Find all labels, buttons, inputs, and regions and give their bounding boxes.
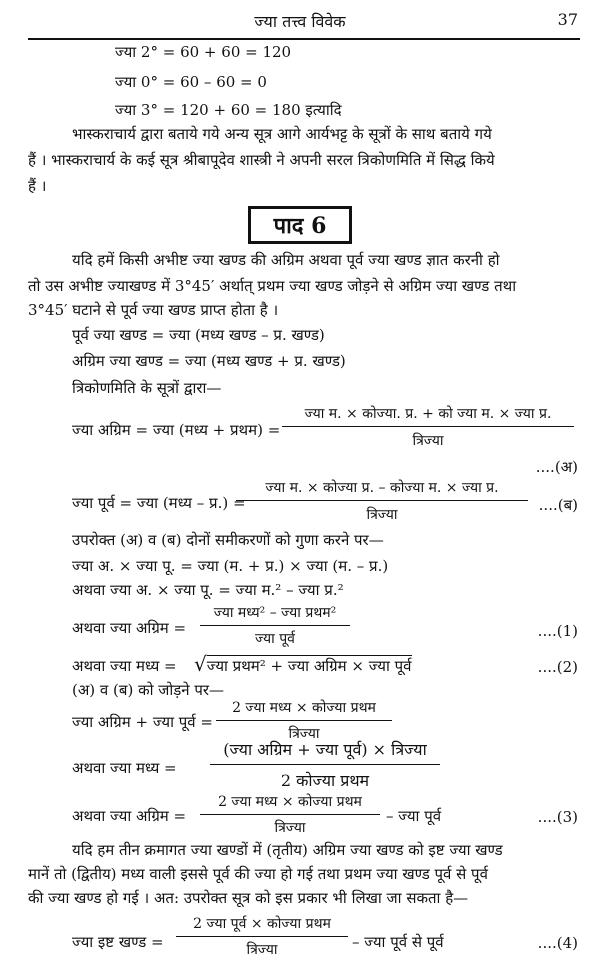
- fraction-bar: [216, 720, 392, 721]
- eq-4-rhs: – ज्या पूर्व से पूर्व: [352, 933, 444, 951]
- eq-sum-numerator: 2 ज्या मध्य × कोज्या प्रथम: [232, 700, 376, 716]
- fraction-bar: [200, 625, 350, 626]
- multiply-line-2: ज्या अ. × ज्या पू. = ज्या (म. + प्र.) × ज्या (म. – प्र.): [72, 557, 389, 575]
- para2-line-3: 3°45′ घटाने से पूर्व ज्या खण्ड प्राप्त होता है ।: [28, 301, 279, 319]
- eq-sum-denominator: त्रिज्या: [288, 726, 320, 742]
- intro-paragraph-line-2: हैं । भास्कराचार्य के कई सूत्र श्रीबापूदेव शास्त्री ने अपनी सरल त्रिकोणमिति में सिद्ध किये: [28, 151, 495, 169]
- eq-2-radical: [194, 652, 412, 676]
- eq-1-tag: ....(1): [537, 622, 578, 640]
- fraction-bar: [176, 936, 348, 937]
- multiply-line-3: अथवा ज्या अ. × ज्या पू. = ज्या म.² – ज्या प्र.²: [72, 581, 344, 599]
- eq-a-tag: ....(अ): [535, 458, 578, 476]
- para2-line-2: तो उस अभीष्ट ज्याखण्ड में 3°45′ अर्थात् प्रथम ज्या खण्ड जोड़ने से अग्रिम ज्या खण्ड तथा: [28, 277, 517, 295]
- square-root-sign: √: [194, 652, 207, 676]
- eq-4-tag: ....(4): [537, 934, 578, 952]
- eq-b-lhs: ज्या पूर्व = ज्या (मध्य – प्र.) =: [72, 494, 246, 512]
- eq-3-fraction: [200, 792, 380, 838]
- eq-1-fraction: [200, 603, 350, 649]
- para3-line-2: मानें तो (द्वितीय) मध्य वाली इससे पूर्व की ज्या हो गई तथा प्रथम ज्या खण्ड पूर्व से पूर्व: [28, 865, 488, 883]
- page-number: 37: [557, 10, 578, 29]
- eq-1-lhs: अथवा ज्या अग्रिम =: [72, 619, 187, 637]
- eq-3-denominator: त्रिज्या: [274, 820, 306, 836]
- eq-mid-fraction: [210, 738, 440, 792]
- eq-1-denominator: ज्या पूर्व: [255, 631, 295, 647]
- fraction-bar: [210, 764, 440, 765]
- eq-2-lhs: अथवा ज्या मध्य =: [72, 657, 177, 675]
- eq-mid-numerator: (ज्या अग्रिम + ज्या पूर्व) × त्रिज्या: [223, 740, 427, 759]
- eq-a-fraction: [282, 404, 574, 452]
- eq-a-numerator: ज्या म. × कोज्या. प्र. + को ज्या म. × ज्या प्र.: [304, 406, 552, 422]
- eq-3-tag: ....(3): [537, 808, 578, 826]
- add-intro: (अ) व (ब) को जोड़ने पर—: [72, 681, 225, 699]
- fraction-bar: [200, 814, 380, 815]
- definition-purva: पूर्व ज्या खण्ड = ज्या (मध्य खण्ड – प्र. खण्ड): [72, 326, 325, 344]
- trig-intro: त्रिकोणमिति के सूत्रों द्वारा—: [72, 379, 222, 397]
- eq-sum-lhs: ज्या अग्रिम + ज्या पूर्व =: [72, 713, 213, 731]
- eq-b-fraction: [236, 478, 528, 526]
- eq-b-tag: ....(ब): [538, 496, 578, 514]
- eq-a-denominator: त्रिज्या: [412, 433, 444, 449]
- eq-mid-lhs: अथवा ज्या मध्य =: [72, 759, 177, 777]
- eq-4-fraction: [176, 914, 348, 960]
- fraction-bar: [282, 426, 574, 427]
- eq-4-numerator: 2 ज्या पूर्व × कोज्या प्रथम: [193, 916, 331, 932]
- example-line-2: ज्या 0° = 60 – 60 = 0: [115, 73, 267, 91]
- example-line-1: ज्या 2° = 60 + 60 = 120: [115, 43, 292, 61]
- para3-line-1: यदि हम तीन क्रमागत ज्या खण्डों में (तृतीय) अग्रिम ज्या खण्ड को इष्ट ज्या खण्ड: [72, 841, 503, 859]
- para2-line-1: यदि हमें किसी अभीष्ट ज्या खण्ड की अग्रिम अथवा पूर्व ज्या खण्ड ज्ञात करनी हो: [72, 251, 500, 269]
- section-heading-text: पाद 6: [273, 213, 327, 239]
- eq-3-lhs: अथवा ज्या अग्रिम =: [72, 807, 187, 825]
- definition-agrim: अग्रिम ज्या खण्ड = ज्या (मध्य खण्ड + प्र. खण्ड): [72, 352, 346, 370]
- eq-b-denominator: त्रिज्या: [366, 507, 398, 523]
- eq-2-radicand: ज्या प्रथम² + ज्या अग्रिम × ज्या पूर्व: [206, 657, 412, 675]
- eq-3-rhs: – ज्या पूर्व: [386, 807, 442, 825]
- running-header: [0, 8, 600, 32]
- para3-line-3: की ज्या खण्ड हो गई । अत: उपरोक्त सूत्र को इस प्रकार भी लिखा जा सकता है—: [28, 889, 469, 907]
- eq-a-lhs: ज्या अग्रिम = ज्या (मध्य + प्रथम) =: [72, 421, 281, 439]
- eq-mid-denominator: 2 कोज्या प्रथम: [280, 771, 370, 790]
- eq-4-denominator: त्रिज्या: [246, 942, 278, 958]
- eq-2-tag: ....(2): [537, 658, 578, 676]
- fraction-bar: [236, 500, 528, 501]
- eq-1-numerator: ज्या मध्य² – ज्या प्रथम²: [213, 605, 337, 621]
- running-title: ज्या तत्त्व विवेक: [254, 12, 346, 31]
- multiply-intro: उपरोक्त (अ) व (ब) दोनों समीकरणों को गुणा करने पर—: [72, 531, 384, 549]
- intro-paragraph-line-3: हैं ।: [28, 177, 47, 195]
- example-line-3: ज्या 3° = 120 + 60 = 180 इत्यादि: [115, 101, 342, 119]
- eq-3-numerator: 2 ज्या मध्य × कोज्या प्रथम: [218, 794, 362, 810]
- section-heading: [248, 206, 352, 244]
- header-rule: [28, 38, 580, 40]
- eq-4-lhs: ज्या इष्ट खण्ड =: [72, 933, 164, 951]
- intro-paragraph-line-1: भास्कराचार्य द्वारा बताये गये अन्य सूत्र आगे आर्यभट्ट के सूत्रों के साथ बताये गये: [72, 125, 492, 143]
- eq-b-numerator: ज्या म. × कोज्या प्र. – कोज्या म. × ज्या प्र.: [265, 480, 499, 496]
